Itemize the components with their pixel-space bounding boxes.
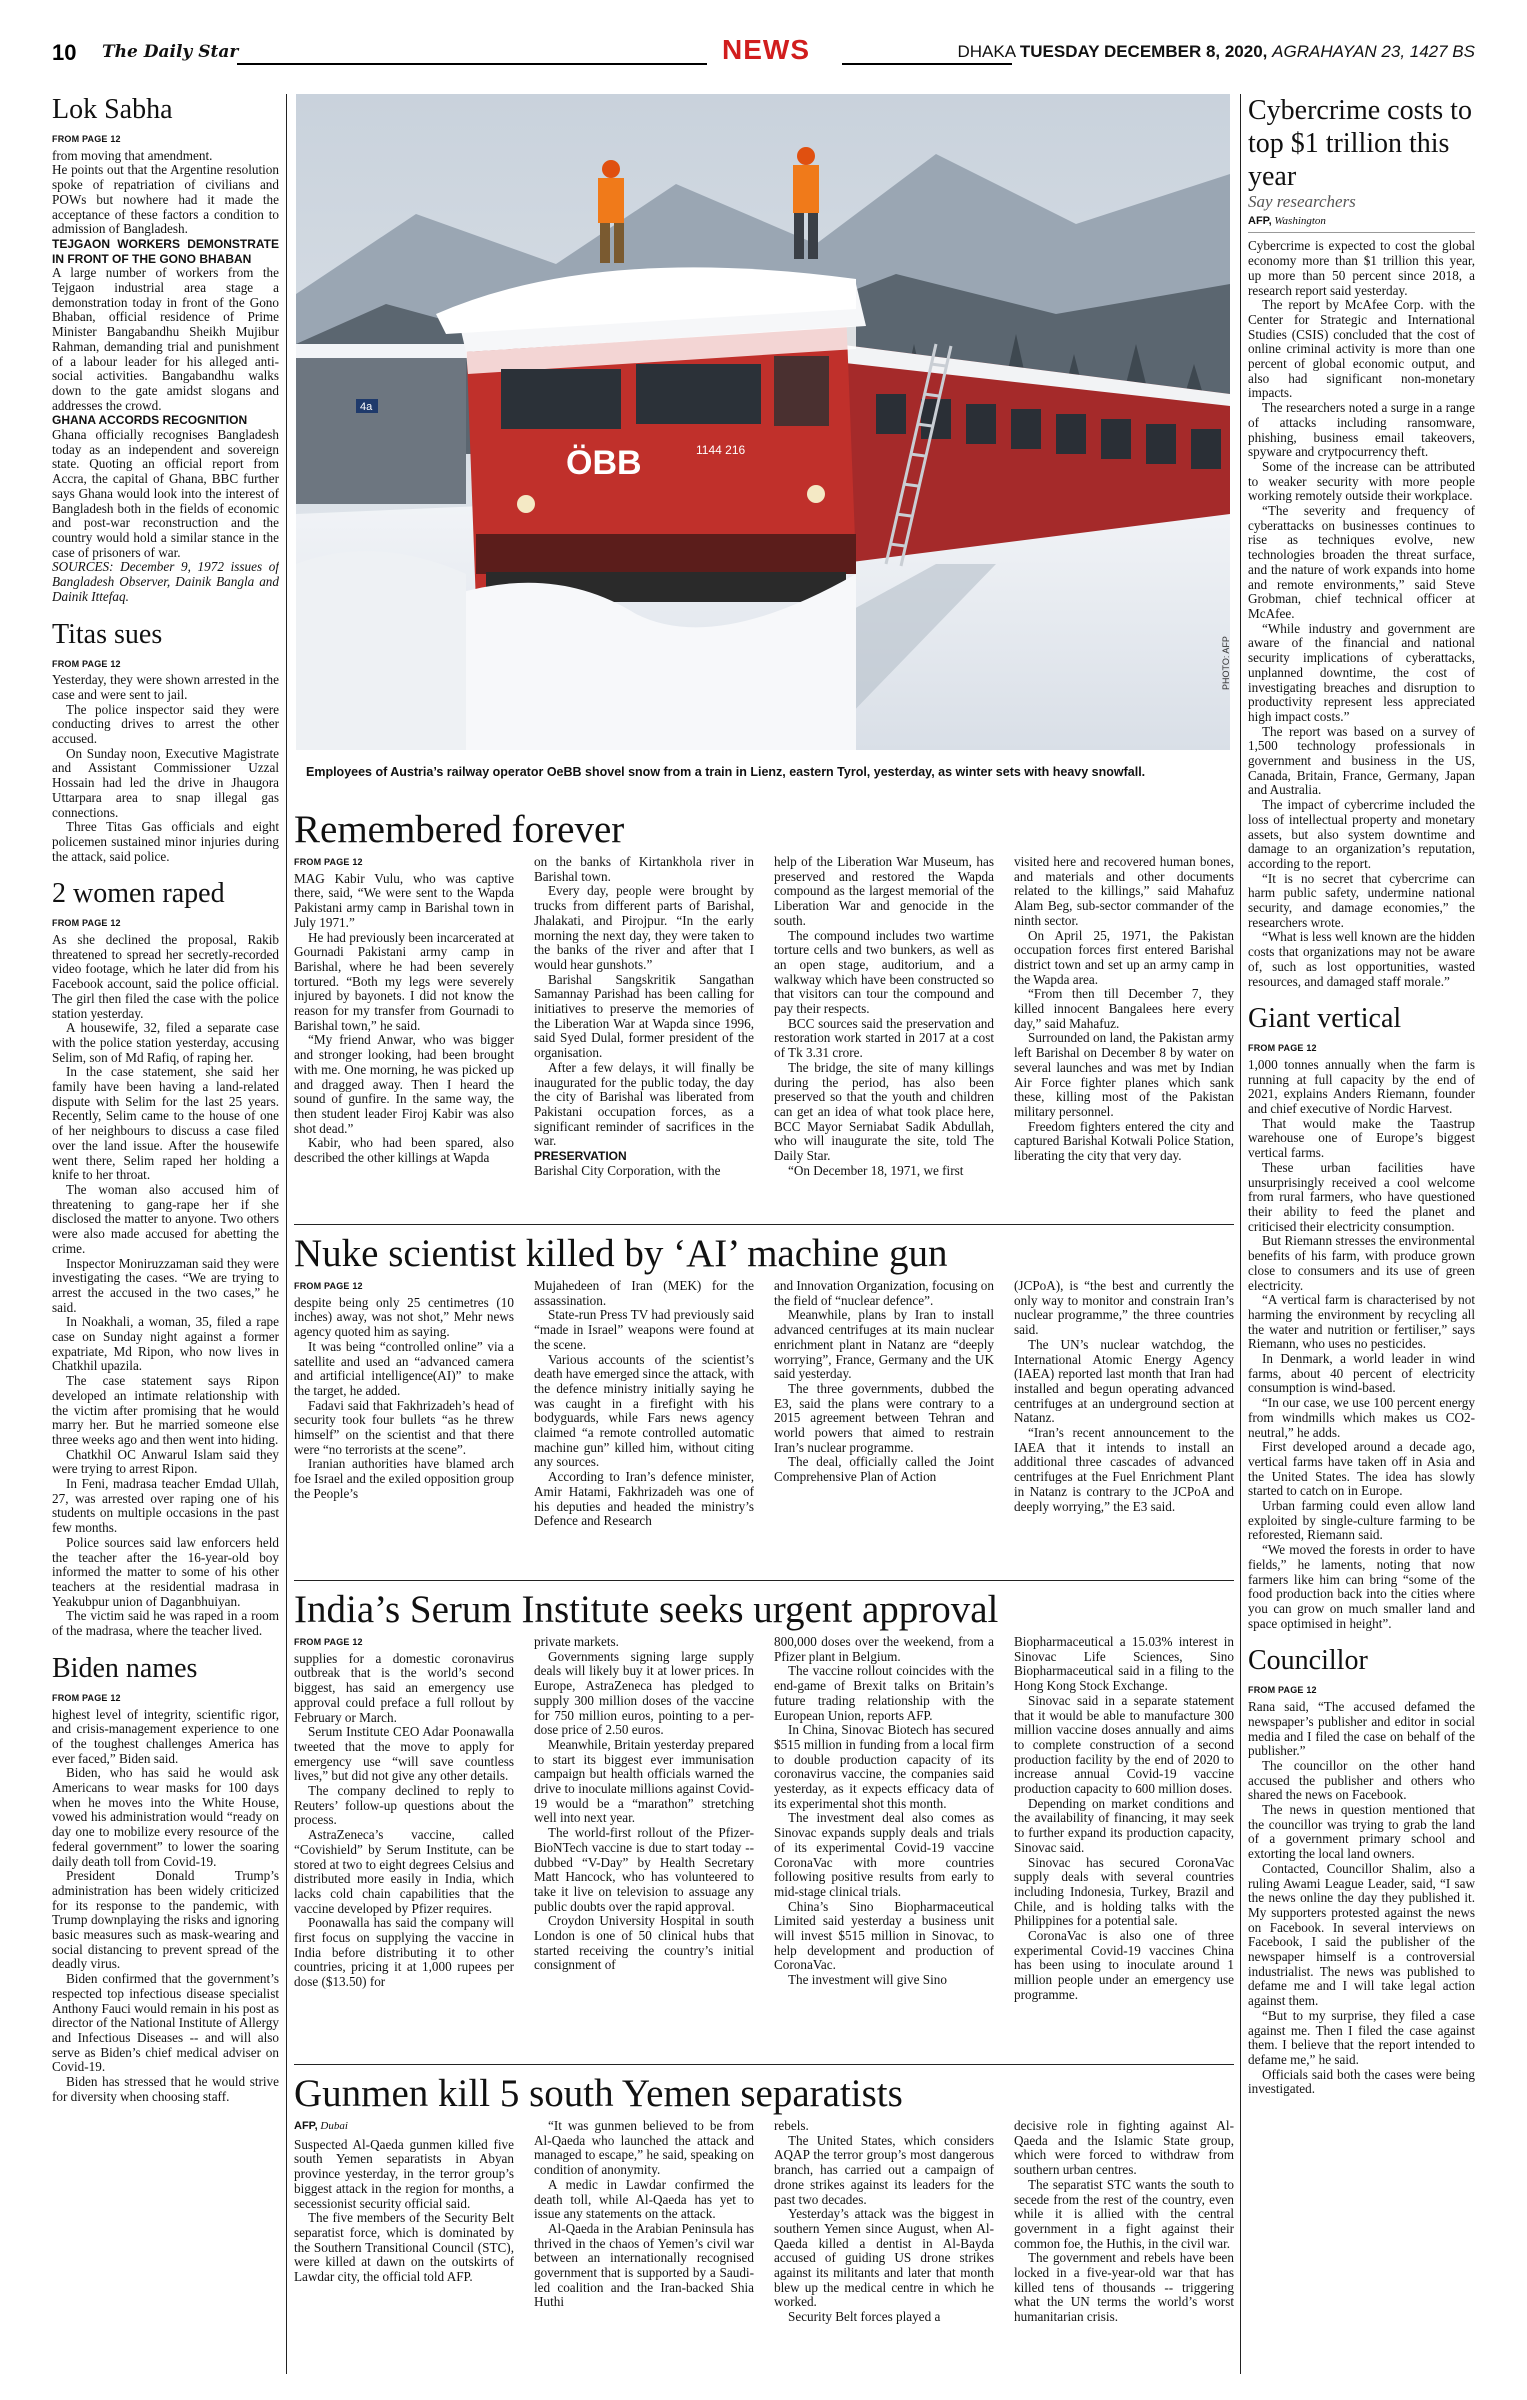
paragraph: Officials said both the cases were being investigated. — [1248, 2066, 1475, 2097]
paragraph: “Iran’s recent announcement to the IAEA that it intends to install an additional three cascades of advanced centrifuges at the Fuel Enrichment Plant in Natanz is contrary to the JCPoA and deeply worrying,” the E3 said. — [1014, 1425, 1234, 1514]
story-column — [1014, 1635, 1234, 2003]
paragraph: The company declined to reply to Reuters’ follow-up questions about the process. — [294, 1783, 514, 1828]
paragraph: 1,000 tonnes annually when the farm is running at full capacity by the end of 2021, explains Anders Riemann, founder and chief executive of Nordic Harvest. — [1248, 1056, 1475, 1117]
dateline-date: TUESDAY DECEMBER 8, 2020, — [1019, 42, 1268, 61]
jump-line: FROM PAGE 12 — [1248, 1043, 1317, 1054]
byline-agency: AFP, — [294, 2120, 318, 2132]
story-giant-vertical — [1248, 1003, 1475, 1631]
paragraph: Contacted, Councillor Shalim, also a ruling Awami League Leader, said, “I saw the news online the day they published it. My supporters protested against the news on Facebook. In several interviews on Facebook, I said the publisher of the newspaper himself is a controversial industrialist. The news was published to defame me and I will take legal action against them. — [1248, 1860, 1475, 2009]
paragraph: A large number of workers from the Tejgaon industrial area stage a demonstration today in front of the Gono Bhaban, official residence of Prime Minister Bangabandhu Sheikh Mujibur Rahman, demanding trial and punishment of a labour leader for his alleged anti-social activities. Bangabandhu walks down to the gate amidst slogans and addresses the crowd. — [52, 265, 279, 413]
paragraph: The victim said he was raped in a room of the madrasa, where the teacher lived. — [52, 1608, 279, 1639]
paragraph: As she declined the proposal, Rakib threatened to spread her secretly-recorded video footage, which he later did from his Facebook account, said the police official. The girl then filed the case with the police station yesterday. — [52, 932, 279, 1021]
byline-agency: AFP, — [1248, 214, 1272, 227]
story-column — [774, 855, 994, 1178]
paragraph: “From then till December 7, they killed innocent Bangalees here every day,” said Mahafuz. — [1014, 986, 1234, 1031]
story-yemen — [294, 2072, 1234, 2382]
paragraph: The researchers noted a surge in a range of attacks including ransomware, phishing, business email takeovers, spyware and crytpocurrency theft. — [1248, 400, 1475, 460]
subhead: TEJGAON WORKERS DEMONSTRATE IN FRONT OF THE GONO BHABAN — [52, 236, 279, 266]
jump-line: FROM PAGE 12 — [294, 1637, 363, 1647]
paragraph: Fadavi said that Fakhrizadeh’s head of security took four bullets “as he threw himself” on the scientist and that there were “no terrorists at the scene”. — [294, 1397, 514, 1457]
byline-city: Washington — [1274, 214, 1326, 227]
paragraph: and Innovation Organization, focusing on the field of “nuclear defence”. — [774, 1279, 994, 1308]
paragraph: The separatist STC wants the south to secede from the rest of the country, even while it is allied with the central government in a fight against their common foe, the Huthis, in the civil war. — [1014, 2176, 1234, 2251]
paragraph: Some of the increase can be attributed to weaker security with more people working remotely outside their workplace. — [1248, 458, 1475, 504]
subhead: PRESERVATION — [534, 1149, 627, 1164]
paragraph: “In our case, we use 100 percent energy from windmills which makes us CO2-neutral,” he adds. — [1248, 1395, 1475, 1440]
paragraph: Inspector Moniruzzaman said they were investigating the cases. “We are trying to arrest the accused in the two cases,” he said. — [52, 1255, 279, 1315]
loco-number: 1144 216 — [696, 443, 746, 457]
paragraph: In China, Sinovac Biotech has secured $515 million in funding from a local firm to double production capacity of its coronavirus vaccine, the companies said yesterday, as it expects efficacy data of its experimental shot this month. — [774, 1722, 994, 1811]
jump-line: FROM PAGE 12 — [52, 918, 121, 929]
paragraph: Surrounded on land, the Pakistan army left Barishal on December 8 by water on several launches and was met by Indian Air Force fighter planes which sank these, killing most of the Pakistan military personnel. — [1014, 1030, 1234, 1119]
jump-line: FROM PAGE 12 — [52, 134, 121, 144]
paragraph: visited here and recovered human bones, and materials and other documents related to the killings,” said Mahafuz Alam Beg, sub-sector commander of the ninth sector. — [1014, 855, 1234, 928]
story-councillor — [1248, 1645, 1475, 2097]
paragraph: Depending on market conditions and the availability of financing, it may seek to further expand its production capacity, Sinovac said. — [1014, 1795, 1234, 1855]
story-column — [534, 1635, 754, 2003]
paragraph: The five members of the Security Belt separatist force, which is dominated by the Southern Transitional Council (STC), were killed at dawn on the outskirts of Lawdar city, the official told AFP. — [294, 2210, 514, 2285]
paragraph: “We moved the forests in order to have fields,” he laments, noting that now farmers like him can bring “some of the food production back into the cities where you can grow on much smaller land and space optimised in height”. — [1248, 1542, 1475, 1631]
story-biden — [52, 1653, 279, 2105]
jump-line: FROM PAGE 12 — [1248, 1685, 1317, 1696]
paragraph: Croydon University Hospital in south London is one of 50 clinical hubs that started receiving the country’s initial consignment of — [534, 1913, 754, 1973]
paragraph: China’s Sino Biopharmaceutical Limited said yesterday a business unit will invest $515 million in Sinovac, to help development and production of CoronaVac. — [774, 1898, 994, 1973]
paragraph: First developed around a decade ago, vertical farms have taken off in Asia and the United States. The idea has slowly started to catch on in Europe. — [1248, 1439, 1475, 1499]
paragraph: highest level of integrity, scientific rigor, and crisis-management experience to one of the toughest challenges America has ever faced,” Biden said. — [52, 1706, 279, 1766]
paragraph: decisive role in fighting against Al-Qaeda and the Islamic State group, which were forced to withdraw from southern urban centres. — [1014, 2119, 1234, 2178]
paragraph: State-run Press TV had previously said “made in Israel” weapons were found at the scene. — [534, 1307, 754, 1352]
story-titas — [52, 619, 279, 865]
paragraph: The compound includes two wartime torture cells and two bunkers, as well as an open stage, auditorium, and a walkway which have been constructed so that visitors can tour the compound and pay their respects. — [774, 927, 994, 1017]
paragraph: Yesterday’s attack was the biggest in southern Yemen since August, when Al-Qaeda killed a dentist in Al-Bayda accused of guiding US drone strikes against its militants and later that month blew up the medical centre in which he worked. — [774, 2206, 994, 2310]
byline-rule — [1248, 232, 1475, 233]
paragraph: Suspected Al-Qaeda gunmen killed five south Yemen separatists in Abyan province yesterday, in the terror group’s biggest attack in the region for months, a secessionist security official said. — [294, 2136, 514, 2211]
paragraph: In Noakhali, a woman, 35, filed a rape case on Sunday night against a former expatriate, Md Ripon, who now lives in Chatkhil upazila. — [52, 1314, 279, 1374]
paragraph: on the banks of Kirtankhola river in Barishal town. — [534, 855, 754, 884]
paragraph: A housewife, 32, filed a separate case with the police station yesterday, accusing Selim, son of Md Rafiq, of raping her. — [52, 1020, 279, 1065]
paragraph: Police sources said law enforcers held the teacher after the 16-year-old boy informed the matter to some of his other teachers at the residential madrasa in Yeakubpur union of Daganbhuiyan. — [52, 1534, 279, 1609]
paragraph: President Donald Trump’s administration has been widely criticized for its response to the pandemic, with Trump downplaying the risks and ignoring basic measures such as mask-wearing and social distancing to prevent spread of the deadly virus. — [52, 1868, 279, 1972]
column-rule-left — [286, 94, 287, 2374]
story-divider — [294, 1224, 1234, 1225]
paragraph: The councillor on the other hand accused the publisher and others who shared the news on Facebook. — [1248, 1757, 1475, 1803]
paragraph: On Sunday noon, Executive Magistrate and Assistant Commissioner Uzzal Hossain had led the drive in Jhaugora Uttarpara area to snap illegal gas connections. — [52, 745, 279, 820]
paragraph: He points out that the Argentine resolution spoke of repatriation of civilians and POWs but nowhere had it made the acceptance of these factors a condition to admission of Bangladesh. — [52, 162, 279, 237]
paragraph: “My friend Anwar, who was bigger and stronger looking, had been brought with me. One morning, he was picked up and dragged away. Then I heard the sound of gunfire. In the same way, the then student leader Firoj Kabir was also shot dead.” — [294, 1032, 514, 1136]
headline-councillor: Councillor — [1248, 1645, 1368, 1677]
paragraph: Al-Qaeda in the Arabian Peninsula has thrived in the chaos of Yemen’s civil war between an internationally recognised government that is supported by a Saudi-led coalition and the Iran-backed Shia Huthi — [534, 2220, 754, 2310]
paragraph: “It was gunmen believed to be from Al-Qaeda who launched the attack and managed to escape,” he said, speaking on condition of anonymity. — [534, 2119, 754, 2178]
paragraph: After a few delays, it will finally be inaugurated for the public today, the day the city of Barishal was liberated from Pakistani occupation forces, as a significant reminder of sacrifices in the war. — [534, 1059, 754, 1149]
byline — [294, 2119, 514, 2134]
paragraph: BCC sources said the preservation and restoration work started in 2017 at a cost of Tk 3.31 crore. — [774, 1015, 994, 1061]
story-column — [774, 1635, 994, 2003]
story-divider — [294, 2064, 1234, 2065]
paragraph: Sinovac has secured CoronaVac supply deals with several countries including Indonesia, Turkey, Brazil and Chile, and is holding talks with the Philippines for a potential sale. — [1014, 1854, 1234, 1929]
paragraph: Urban farming could even allow land exploited by single-culture farming to be reforested, Riemann said. — [1248, 1498, 1475, 1543]
paragraph: Yesterday, they were shown arrested in the case and were sent to jail. — [52, 672, 279, 702]
loco-brand-logo: ÖBB — [566, 444, 642, 482]
paragraph: from moving that amendment. — [52, 147, 213, 163]
paragraph: The world-first rollout of the Pfizer-BioNTech vaccine is due to start today -- dubbed “V-Day” by Health Secretary Matt Hancock, who has volunteered to take it live on television to assuage any public doubts over the rapid approval. — [534, 1825, 754, 1914]
paragraph: Barishal Sangskritik Sangathan Samannay Parishad has been calling for initiatives to preserve the memories of the Liberation War at Wapda since 1996, said Syed Dulal, former president of the organisation. — [534, 971, 754, 1061]
paragraph: Security Belt forces played a — [788, 2309, 941, 2325]
paragraph: The investment deal also comes as Sinovac expands supply deals and trials of its experimental Covid-19 vaccine CoronaVac with more countries following positive results from early to mid-stage clinical trials. — [774, 1810, 994, 1899]
paragraph: private markets. — [534, 1635, 619, 1649]
paragraph: “The severity and frequency of cyberattacks on businesses continues to rise as techniques evolve, new technologies broaden the threat surface, and the nature of work expands into home and remote environments,” said Steve Grobman, chief technical officer at McAfee. — [1248, 503, 1475, 621]
paragraph: The three governments, dubbed the E3, said the plans were contrary to a 2015 agreement between Tehran and world powers that aimed to restrain Iran’s nuclear programme. — [774, 1380, 994, 1455]
paragraph: Poonawalla has said the company will first focus on supplying the vaccine in India before distributing it to other countries, pricing it at 1,000 rupees per dose ($13.50) for — [294, 1915, 514, 1990]
story-serum-institute — [294, 1588, 1234, 2058]
paragraph: Iranian authorities have blamed arch foe Israel and the exiled opposition group the People’s — [294, 1456, 514, 1501]
paragraph: CoronaVac is also one of three experimental Covid-19 vaccines China has been using to inoculate around 1 million people under an emergency use programme. — [1014, 1928, 1234, 2002]
paragraph: The government and rebels have been locked in a five-year-old war that has killed tens of thousands -- triggering what the UN terms the world’s worst humanitarian crisis. — [1014, 2250, 1234, 2325]
story-column — [294, 2119, 514, 2325]
paragraph: That would make the Taastrup warehouse one of Europe’s biggest vertical farms. — [1248, 1115, 1475, 1161]
paragraph: The police inspector said they were conducting drives to arrest the other accused. — [52, 701, 279, 747]
paragraph: Various accounts of the scientist’s death have emerged since the attack, with the defence ministry initially saying he was caught in a firefight with his bodyguards, while Fars news agency claimed “a remote controlled automatic machine gun” killed him, without citing any sources. — [534, 1351, 754, 1470]
story-divider — [294, 1580, 1234, 1581]
story-cybercrime — [1248, 94, 1475, 989]
photo-credit: PHOTO: AFP — [1221, 636, 1231, 690]
paragraph: (JCPoA), is “the best and currently the only way to monitor and constrain Iran’s nuclear programme,” the three countries said. — [1014, 1279, 1234, 1338]
paragraph: Meanwhile, plans by Iran to install advanced centrifuges at its main nuclear enrichment plant in Natanz are “deeply worrying”, France, Germany and the UK said yesterday. — [774, 1307, 994, 1382]
sources-line: SOURCES: December 9, 1972 issues of Bangladesh Observer, Dainik Bangla and Dainik Ittefaq. — [52, 559, 279, 604]
paragraph: Biden has stressed that he would strive for diversity when choosing staff. — [52, 2074, 279, 2104]
paragraph: In Feni, madrasa teacher Emdad Ullah, 27, was arrested over raping one of his students on multiple occasions in the past few months. — [52, 1476, 279, 1536]
page-header — [52, 34, 1475, 70]
paragraph: The report was based on a survey of 1,500 technology professionals in government and business in the US, Canada, Britain, France, Germany, Japan and Australia. — [1248, 723, 1475, 798]
paragraph: On April 25, 1971, the Pakistan occupation forces first entered Barishal district town and set up an army camp in the Wapda area. — [1014, 927, 1234, 987]
headline-titas: Titas sues — [52, 618, 163, 650]
paragraph: “But to my surprise, they filed a case against me. Then I filed the case against them. I believe that the report intended to defame me,” he said. — [1248, 2007, 1475, 2067]
headline-serum: India’s Serum Institute seeks urgent approval — [294, 1588, 999, 1631]
headline-raped: 2 women raped — [52, 878, 225, 910]
jump-line: FROM PAGE 12 — [52, 1692, 121, 1703]
story-nuke-scientist — [294, 1232, 1234, 1572]
paragraph: Rana said, “The accused defamed the newspaper’s publisher and editor in social media and I filed the case on behalf of the publisher.” — [1248, 1699, 1475, 1759]
platform-sign: 4a — [360, 401, 373, 413]
headline-remembered: Remembered forever — [294, 808, 625, 851]
story-column — [534, 2119, 754, 2325]
paragraph: despite being only 25 centimetres (10 inches) away, was not shot,” Mehr news agency quoted him as saying. — [294, 1294, 514, 1340]
paragraph: Three Titas Gas officials and eight policemen sustained minor injuries during the attack, said police. — [52, 819, 279, 864]
paragraph: supplies for a domestic coronavirus outbreak that is the world’s second biggest, has said an emergency use approval could preface a full rollout by February or March. — [294, 1650, 514, 1725]
paragraph: He had previously been incarcerated at Gournadi Pakistani army camp in Barishal, where he had been severely tortured. “Both my legs were severely injured by bayonets. I did not know the reason for my transfer from Gournadi to Barishal town,” he said. — [294, 929, 514, 1033]
jump-line: FROM PAGE 12 — [52, 658, 121, 669]
masthead-logo: The Daily Star — [102, 42, 239, 62]
paragraph: In Denmark, a world leader in wind farms, about 40 percent of electricity consumption is wind-based. — [1248, 1351, 1475, 1396]
paragraph: Biopharmaceutical a 15.03% interest in Sinovac Life Sciences, Sino Biopharmaceutical said in a filing to the Hong Kong Stock Exchange. — [1014, 1635, 1234, 1694]
paragraph: “On December 18, 1971, we first — [788, 1162, 964, 1178]
paragraph: The case statement says Ripon developed an intimate relationship with the victim after promising that he would marry her. But he married someone else three weeks ago and then went into hiding. — [52, 1373, 279, 1447]
right-column — [1248, 94, 1475, 2374]
story-column — [534, 1279, 754, 1529]
story-remembered-forever — [294, 808, 1234, 1216]
subheadline-cybercrime: Say researchers — [1248, 192, 1356, 211]
paragraph: “A vertical farm is characterised by not harming the environment by recycling all the water and nutrition or fertiliser,” says Riemann, who uses no pesticides. — [1248, 1292, 1475, 1352]
story-column — [1014, 855, 1234, 1178]
paragraph: rebels. — [774, 2119, 809, 2133]
story-column — [294, 1279, 514, 1529]
paragraph: Mujahedeen of Iran (MEK) for the assassination. — [534, 1279, 754, 1308]
headline-biden: Biden names — [52, 1652, 198, 1684]
paragraph: The news in question mentioned that the councillor was trying to grab the land of a government primary school and extorting the local land owners. — [1248, 1802, 1475, 1862]
paragraph: Freedom fighters entered the city and captured Barishal Kotwali Police Station, liberating the city that very day. — [1014, 1118, 1234, 1164]
headline-giant: Giant vertical — [1248, 1003, 1402, 1035]
paragraph: MAG Kabir Vulu, who was captive there, said, “We were sent to the Wapda Pakistani army camp in Barishal town in July 1971.” — [294, 870, 514, 930]
jump-line: FROM PAGE 12 — [294, 1281, 363, 1291]
headline-cybercrime: Cybercrime costs to top $1 trillion this year — [1248, 95, 1472, 192]
headline-yemen: Gunmen kill 5 south Yemen separatists — [294, 2072, 903, 2115]
paragraph: Governments signing large supply deals will likely buy it at lower prices. In Europe, AstraZeneca has pledged to supply 300 million doses of the vaccine for 750 million euros, pointing to a per-dose price of 2.50 euros. — [534, 1648, 754, 1738]
paragraph: Serum Institute CEO Adar Poonawalla tweeted that the move to apply for emergency use “will save countless lives,” but did not give any other details. — [294, 1724, 514, 1784]
header-rule-right — [842, 63, 1012, 65]
subhead: GHANA ACCORDS RECOGNITION — [52, 413, 248, 428]
paragraph: The bridge, the site of many killings during the period, has also been preserved so that the youth and children can get an idea of what took place here, BCC Mayor Serniabat Sadik Abdullah, who will inaugurate the site, told The Daily Star. — [774, 1059, 994, 1164]
dateline-city: DHAKA — [957, 42, 1016, 61]
paragraph: Meanwhile, Britain yesterday prepared to start its biggest ever immunisation campaign but health officials warned the drive to inoculate millions against Covid-19 would be a “marathon” stretching well into next year. — [534, 1736, 754, 1826]
dateline — [957, 42, 1475, 62]
paragraph: According to Iran’s defence minister, Amir Hatami, Fakhrizadeh was one of his deputies and headed the ministry’s Defence and Research — [534, 1469, 754, 1529]
story-column — [534, 855, 754, 1178]
section-title: NEWS — [722, 34, 810, 65]
byline-city: Dubai — [320, 2120, 348, 2132]
story-column — [1014, 2119, 1234, 2325]
story-raped — [52, 878, 279, 1638]
paragraph: A medic in Lawdar confirmed the death toll, while Al-Qaeda has yet to issue any statements on the attack. — [534, 2176, 754, 2222]
paragraph: Every day, people were brought by trucks from different parts of Barishal, Jhalakati, and Pirojpur. “In the early morning the next day, they were taken to the banks of the river and after that I would hear gunshots.” — [534, 883, 754, 972]
paragraph: The vaccine rollout coincides with the end-game of Brexit talks on Britain’s future trading relationship with the European Union, reports AFP. — [774, 1663, 994, 1723]
paragraph: Kabir, who had been spared, also described the other killings at Wapda — [294, 1135, 514, 1166]
story-column — [1014, 1279, 1234, 1529]
paragraph: These urban facilities have unsurprisingly received a cool welcome from rural farmers, who have questioned their ability to feed the planet and criticised their electricity consumption. — [1248, 1159, 1475, 1234]
paragraph: Sinovac said in a separate statement that it would be able to manufacture 300 million vaccine doses annually and aims to complete construction of a second production facility by the end of 2020 to increase annual Covid-19 vaccine production capacity to 600 million doses. — [1014, 1692, 1234, 1797]
paragraph: The woman also accused him of threatening to gang-rape her if she disclosed the matter to anyone. Two others were also made accused for abetting the crime. — [52, 1182, 279, 1256]
story-column — [294, 1635, 514, 2003]
paragraph: “What is less well known are the hidden costs that organizations may not be aware of, such as lost opportunities, wasted resources, and damaged staff morale.” — [1248, 929, 1475, 989]
paragraph: The deal, officially called the Joint Comprehensive Plan of Action — [774, 1454, 994, 1485]
news-photo — [296, 94, 1230, 750]
story-column — [774, 2119, 994, 2325]
byline — [1248, 214, 1475, 229]
story-lok-sabha — [52, 94, 279, 605]
paragraph: But Riemann stresses the environmental benefits of his farm, with produce grown close to consumers and its use of green electricity. — [1248, 1233, 1475, 1293]
headline-lok-sabha: Lok Sabha — [52, 94, 173, 125]
paragraph: Biden confirmed that the government’s respected top infectious disease specialist Anthony Fauci would remain in his post as director of the National Institute of Allergy and Infectious Diseases -- and will also serve as Biden’s chief medical adviser on Covid-19. — [52, 1971, 279, 2075]
paragraph: Cybercrime is expected to cost the global economy more than $1 trillion this year, up more than 50 percent since 2018, a research report said yesterday. — [1248, 238, 1475, 298]
paragraph: The impact of cybercrime included the loss of intellectual property and monetary assets, but also system downtime and damage to an organization’s reputation, according to the report. — [1248, 797, 1475, 871]
paragraph: The UN’s nuclear watchdog, the International Atomic Energy Agency (IAEA) reported last month that Iran had installed and begun operating advanced centrifuges at an underground section at Natanz. — [1014, 1336, 1234, 1426]
paragraph: Biden, who has said he would ask Americans to wear masks for 100 days when he moves into the White House, vowed his administration would “ready on day one to mobilize every resource of the federal government” to lower the soaring daily death toll from Covid-19. — [52, 1765, 279, 1869]
paragraph: It was being “controlled online” via a satellite and used an “advanced camera and artificial intelligence(AI)” to make the target, he added. — [294, 1338, 514, 1398]
header-rule-left — [237, 63, 707, 65]
story-column — [294, 855, 514, 1178]
page-number: 10 — [52, 40, 77, 65]
paragraph: AstraZeneca’s vaccine, called “Covishield” by Serum Institute, can be stored at two to eight degrees Celsius and distributed more easily in India, which lacks cold chain capabilities that the vaccine developed by Pfizer requires. — [294, 1827, 514, 1916]
story-column — [774, 1279, 994, 1529]
paragraph: In the case statement, she said her family have been having a land-related dispute with Selim for the last 25 years. Recently, Selim came to the house of one of her neighbours to discuss a case filed over the land issue. After the housewife went there, Selim raped her holding a knife to her throat. — [52, 1064, 279, 1183]
paragraph: The investment will give Sino — [788, 1972, 947, 1988]
paragraph: Chatkhil OC Anwarul Islam said they were trying to arrest Ripon. — [52, 1446, 279, 1477]
paragraph: Barishal City Corporation, with the — [534, 1162, 721, 1178]
headline-nuke: Nuke scientist killed by ‘AI’ machine gun — [294, 1232, 948, 1275]
train-snow-illustration — [296, 94, 1230, 750]
dateline-bangla: AGRAHAYAN 23, 1427 BS — [1272, 42, 1475, 61]
left-column — [52, 94, 279, 2374]
paragraph: Ghana officially recognises Bangladesh today as an independent and sovereign state. Quoting an official report from Accra, the capital of Ghana, BBC further says Ghana would look into the interest of Bangladesh both in the fields of economic and post-war reconstruction and the country would hold a similar stance in the case of prisoners of war. — [52, 427, 279, 560]
paragraph: The report by McAfee Corp. with the Center for Strategic and International Studies (CSIS) concluded that the cost of online criminal activity is more than one percent of global economic output, and also had significant non-monetary impacts. — [1248, 297, 1475, 401]
jump-line: FROM PAGE 12 — [294, 857, 363, 867]
paragraph: The United States, which considers AQAP the terror group’s most dangerous branch, has carried out a campaign of drone strikes against its leaders for the past two decades. — [774, 2132, 994, 2207]
paragraph: “While industry and government are aware of the financial and national security implications of cyberattacks, unplanned downtime, the cost of investigating breaches and disruption to productivity represent less appreciated high impact costs.” — [1248, 620, 1475, 724]
paragraph: 800,000 doses over the weekend, from a Pfizer plant in Belgium. — [774, 1635, 994, 1664]
paragraph: “It is no secret that cybercrime can harm public safety, undermine national security, and damage economies,” the researchers wrote. — [1248, 870, 1475, 930]
photo-caption: Employees of Austria’s railway operator OeBB shovel snow from a train in Lienz, eastern Tyrol, yesterday, as winter sets with heavy snowfall. — [306, 765, 1146, 779]
paragraph: help of the Liberation War Museum, has preserved and restored the Wapda compound as the largest memorial of the Liberation War and genocide in the south. — [774, 855, 994, 928]
column-rule-right — [1240, 94, 1241, 2374]
